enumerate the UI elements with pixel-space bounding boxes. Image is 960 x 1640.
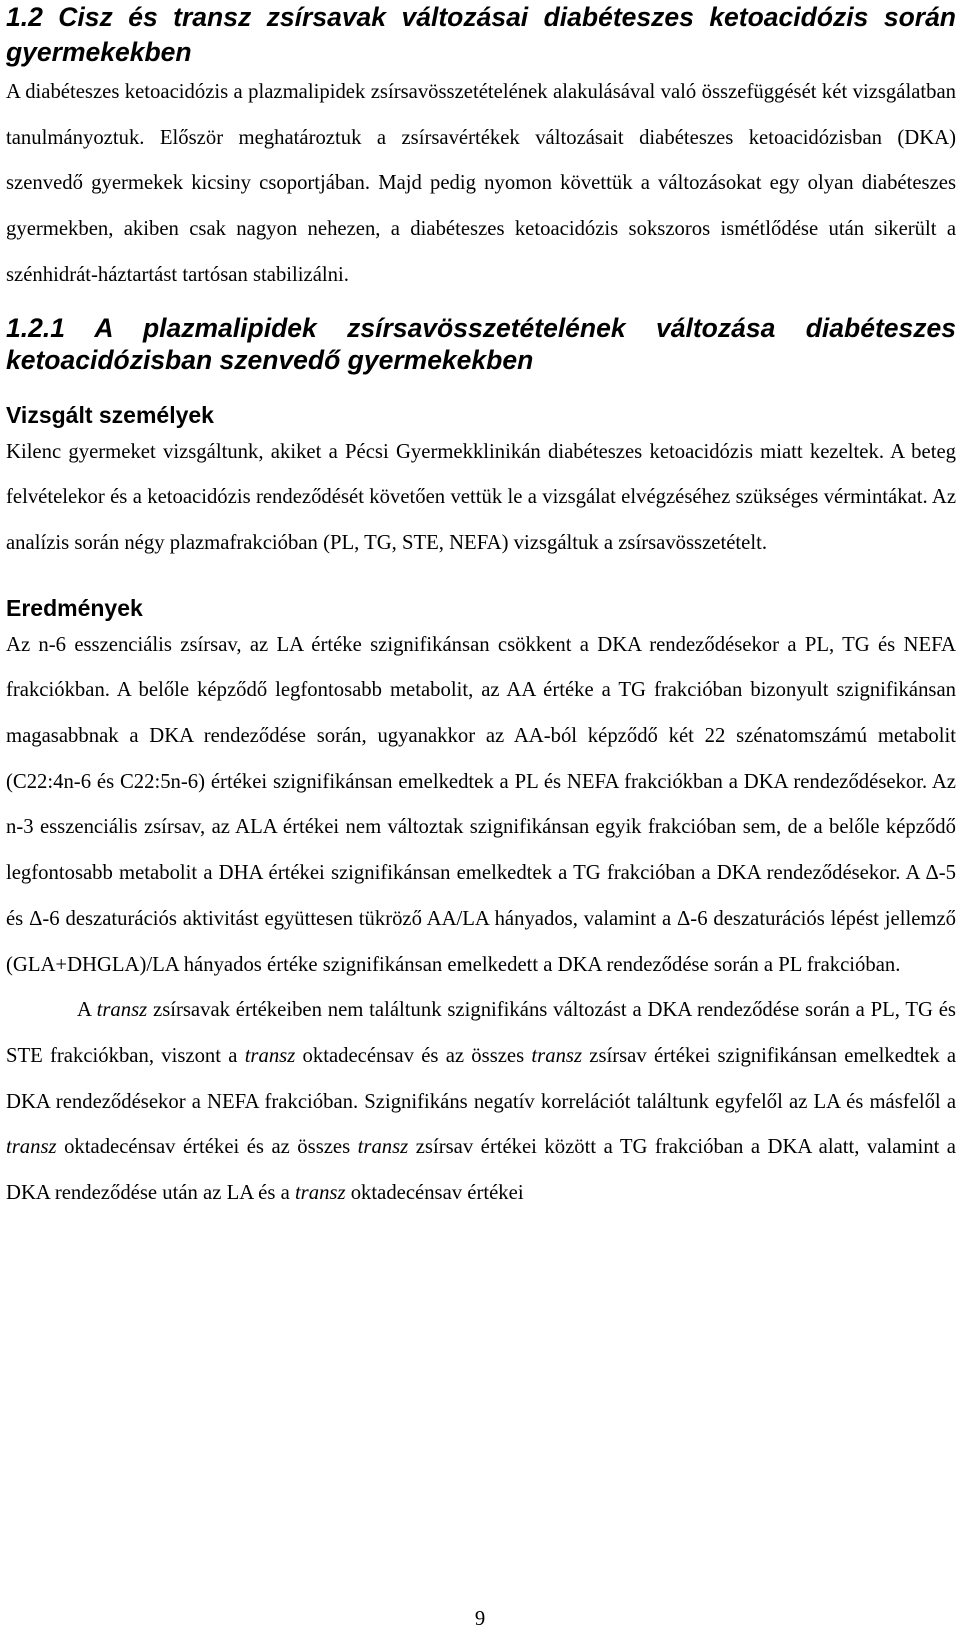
text-run: A [77,999,97,1022]
text-run: zsírsav értékei között a TG frakcióban a DKA alatt, valamint a DKA rendeződése után az LA és a [6,1136,956,1205]
italic-term: transz [6,1136,57,1159]
text-run: oktadecénsav értékei és az összes [56,1136,358,1159]
results-paragraph-1: Az n-6 esszenciális zsírsav, az LA értéke szignifikánsan csökkent a DKA rendeződésekor a PL, TG és NEFA frakciókban. A belőle képződő legfontosabb metabolit, az AA értéke a TG frakcióban bizonyult szignifikánsan magasabbnak a DKA rendeződése során, ugyanakkor az AA-ból képződő két 22 szénatomszámú metabolit (C22:4n-6 és C22:5n-6) értékei szignifikánsan emelkedtek a PL és NEFA frakciókban a DKA rendeződésekor. Az n-3 esszenciális zsírsav, az ALA értékei nem változtak szignifikánsan egyik frakcióban sem, de a belőle képződő legfontosabb metabolit a DHA értékei szignifikánsan emelkedtek a TG frakcióban a DKA rendeződésekor. A Δ-5 és Δ-6 deszaturációs aktivitást együttesen tükröző AA/LA hányados, valamint a Δ-6 deszaturációs lépést jellemző (GLA+DHGLA)/LA hányados értéke szignifikánsan emelkedett a DKA rendeződése során a PL frakcióban. [6,633,956,976]
document-page [6,0,956,1217]
italic-term: transz [96,999,148,1022]
section-heading-1-2: 1.2 Cisz és transz zsírsavak változásai diabéteszes ketoacidózis során gyermekekben [6,2,956,67]
section-intro-paragraph: A diabéteszes ketoacidózis a plazmalipidek zsírsavösszetételének alakulásával való összefüggését két vizsgálatban tanulmányoztuk. Először meghatároztuk a zsírsavértékek változásait diabéteszes ketoacidózisban (DKA) szenvedő gyermekek kicsiny csoportjában. Majd pedig nyomon követtük a változásokat egy olyan diabéteszes gyermekben, akiben csak nagyon nehezen, a diabéteszes ketoacidózis sokszoros ismétlődése után sikerült a szénhidrát-háztartást tartósan stabilizálni. [6,81,956,286]
section-heading-1-2-1: 1.2.1 A plazmalipidek zsírsavösszetételének változása diabéteszes ketoacidózisban szenvedő gyermekekben [6,312,956,375]
italic-term: transz [244,1044,296,1067]
text-run: oktadecénsav értékei [345,1182,524,1205]
page-number: 9 [474,1608,486,1630]
italic-term: transz [294,1182,346,1205]
text-run: zsírsav értékei szignifikánsan emelkedtek a DKA rendeződésekor a NEFA frakcióban. Szignifikáns negatív korrelációt találtunk egyfelől az LA és másfelől a [6,1044,957,1113]
subjects-heading: Vizsgált személyek [6,401,214,428]
text-run: zsírsavak értékeiben nem találtunk szignifikáns változást a DKA rendeződése során a PL, TG és STE frakciókban, viszont a [6,999,956,1067]
text-run: oktadecénsav és az összes [295,1044,532,1067]
results-heading: Eredmények [6,594,143,621]
italic-term: transz [357,1136,409,1159]
subjects-paragraph: Kilenc gyermeket vizsgáltunk, akiket a Pécsi Gyermekklinikán diabéteszes ketoacidózis miatt kezeltek. A beteg felvételekor és a ketoacidózis rendeződését követően vettük le a vizsgálat elvégzéséhez szükséges vérmintákat. Az analízis során négy plazmafrakcióban (PL, TG, STE, NEFA) vizsgáltuk a zsírsavösszetételt. [6,440,956,554]
results-paragraph-2 [6,988,956,1217]
italic-term: transz [531,1044,583,1067]
